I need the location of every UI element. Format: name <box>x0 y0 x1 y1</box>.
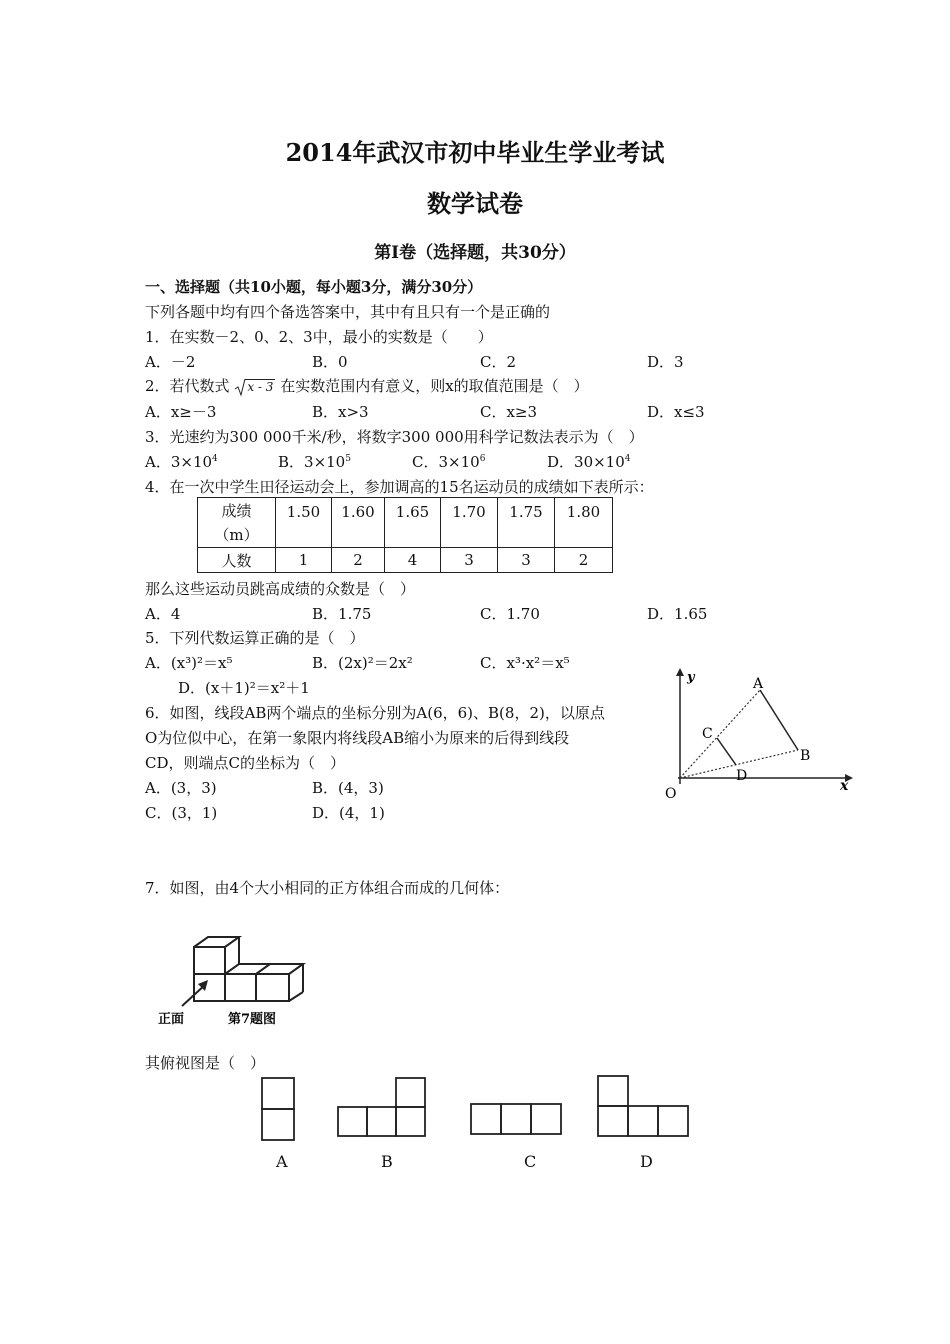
point-c-label: C <box>702 726 713 742</box>
q1-option-c: C．2 <box>480 353 517 371</box>
q4-question: 那么这些运动员跳高成绩的众数是（ ） <box>145 580 416 598</box>
q4-option-b: B．1.75 <box>312 605 372 623</box>
q1-stem: 1．在实数－2、0、2、3中，最小的实数是（ ） <box>145 328 493 346</box>
top-view-option-b <box>336 1076 428 1138</box>
q3-stem: 3．光速约为300 000千米/秒，将数字300 000用科学记数法表示为（ ） <box>145 428 644 446</box>
q6-option-d: D．(4，1) <box>312 804 385 822</box>
x-label: x <box>840 778 849 794</box>
radicand: x - 3 <box>247 380 274 394</box>
q1-option-b: B．0 <box>312 353 348 371</box>
point-b-label: B <box>800 748 811 764</box>
score-cell: 1.65 <box>385 498 441 548</box>
count-label: 人数 <box>198 548 276 573</box>
exam-title: 2014年武汉市初中毕业生学业考试 <box>285 138 665 167</box>
q1-option-a: A．－2 <box>145 353 196 371</box>
score-cell: 1.75 <box>498 498 555 548</box>
option-b-label: B <box>381 1152 393 1171</box>
point-d-label: D <box>736 768 748 784</box>
q6-option-a: A．(3，3) <box>145 779 217 797</box>
y-label: y <box>687 670 695 685</box>
q4-option-d: D．1.65 <box>647 605 708 623</box>
q4-stem: 4．在一次中学生田径运动会上，参加调高的15名运动员的成绩如下表所示： <box>145 478 654 496</box>
top-view-option-d <box>596 1074 692 1138</box>
front-label: 正面 <box>158 1012 185 1027</box>
sqrt-expression <box>234 380 275 394</box>
q2-option-d: D．x≤3 <box>647 403 705 421</box>
q5-option-a: A．(x³)²＝x⁵ <box>145 654 233 672</box>
segment-AB <box>760 690 798 750</box>
origin-label: O <box>665 786 677 802</box>
q1-option-d: D．3 <box>647 353 684 371</box>
q3-option-b: B．$3\times 10^5$ <box>278 453 351 471</box>
count-cell: 3 <box>441 548 498 573</box>
section-intro: 下列各题中均有四个备选答案中，其中有且只有一个是正确的 <box>145 303 551 321</box>
q3-option-c: C．$3\times 10^6$ <box>412 453 486 471</box>
line-OA <box>680 690 760 778</box>
score-cell: 1.60 <box>332 498 385 548</box>
score-table <box>197 497 613 573</box>
option-a-label: A <box>276 1152 288 1171</box>
q7-stem: 7．如图，由4个大小相同的正方体组合而成的几何体： <box>145 879 510 897</box>
q6-stem-line3: CD，则端点C的坐标为（ ） <box>145 754 345 772</box>
count-cell: 4 <box>385 548 441 573</box>
paper-subtitle: 数学试卷 <box>427 189 523 218</box>
q5-option-d: D．(x＋1)²＝x²＋1 <box>178 679 310 697</box>
count-cell: 2 <box>555 548 613 573</box>
count-cell: 3 <box>498 548 555 573</box>
q2-option-c: C．x≥3 <box>480 403 538 421</box>
figure-caption: 第7题图 <box>228 1012 277 1027</box>
score-cell: 1.80 <box>555 498 613 548</box>
q7-question: 其俯视图是（ ） <box>145 1054 266 1072</box>
y-axis-arrow <box>676 668 684 676</box>
q2-stem <box>145 375 589 396</box>
coordinate-figure <box>640 662 855 807</box>
q6-stem-line2: O为位似中心，在第一象限内将线段AB缩小为原来的后得到线段 <box>145 729 570 747</box>
top-view-option-c <box>469 1102 563 1136</box>
q2-option-b: B．x>3 <box>312 403 369 421</box>
q6-option-b: B．(4，3) <box>312 779 384 797</box>
q2-stem-pre: 2．若代数式 <box>145 377 230 395</box>
cube-solid-figure <box>150 930 315 1030</box>
q2-stem-post: 在实数范围内有意义，则x的取值范围是（ ） <box>280 377 589 395</box>
q3-option-a: A．$3\times 10^4$ <box>145 453 218 471</box>
count-cell: 2 <box>332 548 385 573</box>
part-title: 第I卷（选择题，共30分） <box>374 243 576 263</box>
q4-option-c: C．1.70 <box>480 605 540 623</box>
q3-option-d: D．$30\times 10^4$ <box>547 453 631 471</box>
point-a-label: A <box>753 676 764 692</box>
q4-option-a: A．4 <box>145 605 181 623</box>
option-d-label: D <box>640 1152 653 1171</box>
segment-CD <box>717 738 736 765</box>
top-view-option-a <box>260 1076 296 1142</box>
count-cell: 1 <box>276 548 332 573</box>
score-cell: 1.70 <box>441 498 498 548</box>
section-heading: 一、选择题（共10小题，每小题3分，满分30分） <box>145 278 483 296</box>
score-cell: 1.50 <box>276 498 332 548</box>
radical-sign <box>234 377 246 397</box>
q2-option-a: A．x≥－3 <box>145 403 217 421</box>
cube-drawing <box>194 937 303 1001</box>
option-c-label: C <box>524 1152 537 1171</box>
q5-option-b: B．(2x)²＝2x² <box>312 654 413 672</box>
q6-option-c: C．(3，1) <box>145 804 218 822</box>
q5-stem: 5．下列代数运算正确的是（ ） <box>145 629 365 647</box>
q5-option-c: C．x³·x²＝x⁵ <box>480 654 570 672</box>
score-label: 成绩 （m） <box>198 498 276 548</box>
q6-stem-line1: 6．如图，线段AB两个端点的坐标分别为A(6，6)、B(8，2)，以原点 <box>145 704 605 722</box>
